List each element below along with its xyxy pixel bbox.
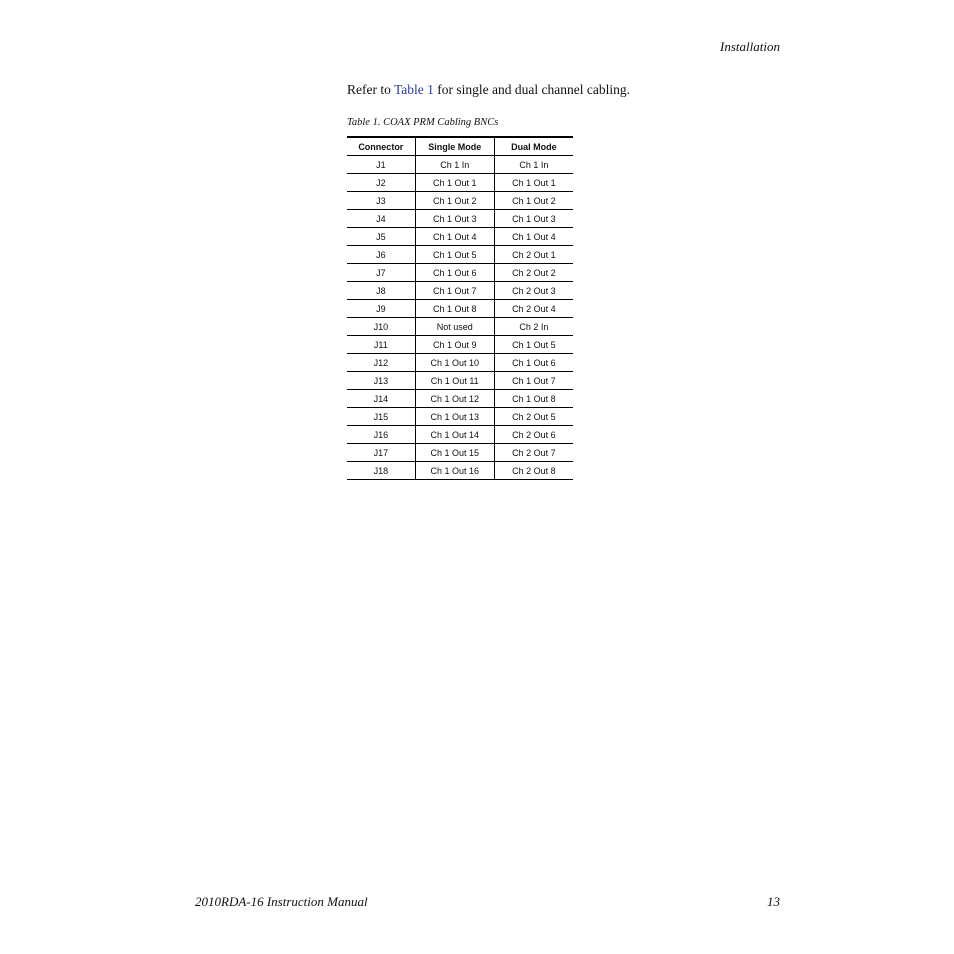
- cell-single-mode: Ch 1 Out 12: [415, 390, 494, 408]
- cell-single-mode: Ch 1 Out 13: [415, 408, 494, 426]
- cell-dual-mode: Ch 2 Out 6: [494, 426, 573, 444]
- cell-single-mode: Ch 1 Out 16: [415, 462, 494, 480]
- table-row: [347, 462, 573, 480]
- cell-single-mode: Ch 1 Out 14: [415, 426, 494, 444]
- cell-dual-mode: Ch 1 Out 5: [494, 336, 573, 354]
- cell-single-mode: Ch 1 Out 7: [415, 282, 494, 300]
- cell-connector: J4: [347, 210, 415, 228]
- table-row: [347, 246, 573, 264]
- cell-connector: J17: [347, 444, 415, 462]
- cell-dual-mode: Ch 2 In: [494, 318, 573, 336]
- intro-text-before: Refer to: [347, 82, 394, 97]
- cell-dual-mode: Ch 1 Out 4: [494, 228, 573, 246]
- cell-connector: J12: [347, 354, 415, 372]
- cell-connector: J1: [347, 156, 415, 174]
- table-row: [347, 300, 573, 318]
- cell-single-mode: Ch 1 Out 1: [415, 174, 494, 192]
- cell-single-mode: Ch 1 Out 8: [415, 300, 494, 318]
- cell-single-mode: Ch 1 In: [415, 156, 494, 174]
- intro-paragraph: [347, 82, 630, 98]
- cell-single-mode: Ch 1 Out 2: [415, 192, 494, 210]
- cell-dual-mode: Ch 2 Out 4: [494, 300, 573, 318]
- cell-dual-mode: Ch 2 Out 3: [494, 282, 573, 300]
- cell-connector: J2: [347, 174, 415, 192]
- cell-connector: J11: [347, 336, 415, 354]
- column-header-single-mode: Single Mode: [415, 137, 494, 156]
- cell-dual-mode: Ch 1 Out 6: [494, 354, 573, 372]
- cell-connector: J15: [347, 408, 415, 426]
- cell-connector: J16: [347, 426, 415, 444]
- table-row: [347, 192, 573, 210]
- table-row: [347, 264, 573, 282]
- intro-text-after: for single and dual channel cabling.: [433, 82, 630, 97]
- footer-manual-title: 2010RDA-16 Instruction Manual: [195, 894, 368, 909]
- cell-dual-mode: Ch 2 Out 8: [494, 462, 573, 480]
- cell-dual-mode: Ch 2 Out 2: [494, 264, 573, 282]
- column-header-dual-mode: Dual Mode: [494, 137, 573, 156]
- cell-connector: J10: [347, 318, 415, 336]
- running-header: Installation: [720, 39, 780, 54]
- table-row: [347, 390, 573, 408]
- cell-dual-mode: Ch 2 Out 7: [494, 444, 573, 462]
- cell-dual-mode: Ch 1 Out 8: [494, 390, 573, 408]
- table-row: [347, 156, 573, 174]
- cell-dual-mode: Ch 1 Out 7: [494, 372, 573, 390]
- column-header-connector: Connector: [347, 137, 415, 156]
- cell-single-mode: Ch 1 Out 6: [415, 264, 494, 282]
- table-row: [347, 354, 573, 372]
- table-row: [347, 282, 573, 300]
- table-header-row: [347, 137, 573, 156]
- cell-dual-mode: Ch 1 Out 3: [494, 210, 573, 228]
- cabling-table: [347, 136, 573, 480]
- cell-dual-mode: Ch 2 Out 5: [494, 408, 573, 426]
- cell-single-mode: Ch 1 Out 10: [415, 354, 494, 372]
- table-row: [347, 408, 573, 426]
- table-row: [347, 444, 573, 462]
- cell-dual-mode: Ch 1 Out 2: [494, 192, 573, 210]
- cell-single-mode: Ch 1 Out 3: [415, 210, 494, 228]
- cell-connector: J7: [347, 264, 415, 282]
- cell-connector: J8: [347, 282, 415, 300]
- footer-page-number: 13: [767, 894, 780, 909]
- cell-connector: J9: [347, 300, 415, 318]
- cell-single-mode: Ch 1 Out 11: [415, 372, 494, 390]
- cell-connector: J18: [347, 462, 415, 480]
- cell-single-mode: Ch 1 Out 4: [415, 228, 494, 246]
- table-row: [347, 318, 573, 336]
- table-body: [347, 156, 573, 480]
- cell-connector: J14: [347, 390, 415, 408]
- table-row: [347, 336, 573, 354]
- cell-dual-mode: Ch 1 Out 1: [494, 174, 573, 192]
- cell-connector: J13: [347, 372, 415, 390]
- cell-dual-mode: Ch 1 In: [494, 156, 573, 174]
- cell-single-mode: Ch 1 Out 9: [415, 336, 494, 354]
- table-row: [347, 174, 573, 192]
- cell-single-mode: Ch 1 Out 5: [415, 246, 494, 264]
- cell-single-mode: Not used: [415, 318, 494, 336]
- table-1-link[interactable]: Table 1: [394, 82, 434, 97]
- table-caption: Table 1. COAX PRM Cabling BNCs: [347, 117, 499, 128]
- table-row: [347, 228, 573, 246]
- cell-single-mode: Ch 1 Out 15: [415, 444, 494, 462]
- table-row: [347, 426, 573, 444]
- cell-dual-mode: Ch 2 Out 1: [494, 246, 573, 264]
- cell-connector: J5: [347, 228, 415, 246]
- cell-connector: J3: [347, 192, 415, 210]
- cell-connector: J6: [347, 246, 415, 264]
- table-row: [347, 210, 573, 228]
- table-row: [347, 372, 573, 390]
